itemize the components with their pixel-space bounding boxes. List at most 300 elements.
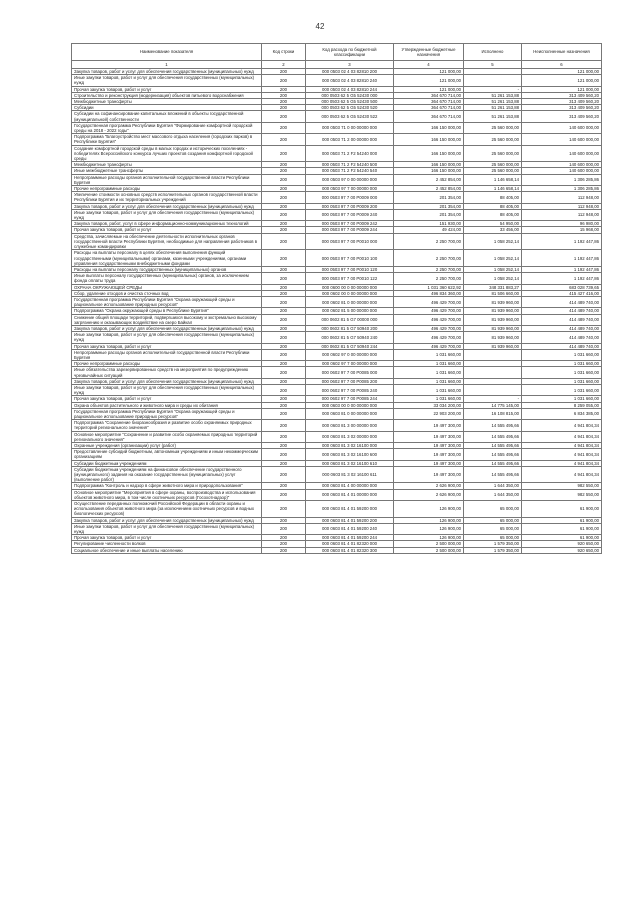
- kbk-cell: 000 0603 81 3 02 16100 610: [306, 460, 394, 466]
- executed-cell: 16 108 815,00: [464, 408, 522, 419]
- kbk-cell: 000 0602 81 5 G7 50940 244: [306, 343, 394, 349]
- row-name-cell: Основное мероприятие "Мероприятия в сфере охраны, воспроизводства и использования объектов животного мира, в том числе охотничьих ресурсов (Госохотнадзор)": [72, 489, 262, 500]
- kbk-cell: 000 0602 81 5 G7 50940 240: [306, 332, 394, 343]
- remaining-cell: 121 000,00: [522, 86, 602, 92]
- executed-cell: 25 560 000,00: [464, 162, 522, 168]
- kbk-cell: 000 0503 97 0 00 00000 000: [306, 174, 394, 185]
- executed-cell: 65 000,00: [464, 517, 522, 523]
- remaining-cell: 982 550,00: [522, 489, 602, 500]
- executed-cell: 25 560 000,00: [464, 145, 522, 162]
- line-code-cell: 200: [262, 489, 306, 500]
- row-name-cell: Подпрограмма "Охрана окружающей среды в Республике Бурятия": [72, 308, 262, 314]
- line-code-cell: 200: [262, 75, 306, 86]
- approved-cell: 1 031 660,00: [394, 378, 464, 384]
- remaining-cell: 1 306 285,86: [522, 174, 602, 185]
- executed-cell: 81 939 960,00: [464, 308, 522, 314]
- remaining-cell: 15 968,00: [522, 227, 602, 233]
- approved-cell: 166 150 000,00: [394, 122, 464, 133]
- kbk-cell: 000 0603 81 3 02 16100 611: [306, 466, 394, 483]
- row-name-cell: Субсидии бюджетным учреждениям на финансовое обеспечение государственного (муниципального) задания на оказание государственных (муниципальных) услуг (выполнение работ): [72, 466, 262, 483]
- executed-cell: 1 146 658,14: [464, 186, 522, 192]
- approved-cell: 2 250 700,00: [394, 273, 464, 284]
- remaining-cell: 96 980,00: [522, 221, 602, 227]
- kbk-cell: 000 0603 81 3 02 00000 000: [306, 431, 394, 442]
- remaining-cell: 313 409 560,20: [522, 99, 602, 105]
- approved-cell: 2 452 854,00: [394, 174, 464, 185]
- remaining-cell: 1 192 447,86: [522, 250, 602, 267]
- remaining-cell: 4 941 804,34: [522, 460, 602, 466]
- executed-cell: 81 939 960,00: [464, 296, 522, 307]
- row-name-cell: Охрана объектов растительного и животного мира и среды их обитания: [72, 402, 262, 408]
- kbk-cell: 000 0503 97 7 00 Р0010 100: [306, 250, 394, 267]
- line-code-cell: 200: [262, 162, 306, 168]
- remaining-cell: 140 600 000,00: [522, 145, 602, 162]
- column-number: 1: [72, 61, 262, 69]
- approved-cell: 121 000,00: [394, 75, 464, 86]
- table-row: [72, 233, 602, 250]
- approved-cell: 19 497 300,00: [394, 466, 464, 483]
- remaining-cell: 112 948,00: [522, 192, 602, 203]
- kbk-cell: 000 0603 81 4 00 00000 000: [306, 483, 394, 489]
- remaining-cell: 112 948,00: [522, 209, 602, 220]
- executed-cell: 25 560 000,00: [464, 134, 522, 145]
- line-code-cell: 200: [262, 517, 306, 523]
- table-row: [72, 145, 602, 162]
- table-row: [72, 122, 602, 133]
- row-name-cell: Иные закупки товаров, работ и услуг для обеспечения государственных (муниципальных) нужд: [72, 384, 262, 395]
- line-code-cell: 200: [262, 314, 306, 325]
- line-code-cell: 200: [262, 145, 306, 162]
- remaining-cell: 4 941 804,34: [522, 443, 602, 449]
- line-code-cell: 200: [262, 296, 306, 307]
- remaining-cell: 61 900,00: [522, 535, 602, 541]
- kbk-cell: 000 0603 81 0 00 00000 000: [306, 408, 394, 419]
- approved-cell: 1 031 660,00: [394, 349, 464, 360]
- approved-cell: 121 000,00: [394, 86, 464, 92]
- table-row: [72, 384, 602, 395]
- remaining-cell: 140 600 000,00: [522, 162, 602, 168]
- row-name-cell: Закупка товаров, работ и услуг для обеспечения государственных (муниципальных) нужд: [72, 325, 262, 331]
- row-name-cell: Государственная программа Республики Бурятия "Охрана окружающей среды и рациональное использование природных ресурсов": [72, 408, 262, 419]
- remaining-cell: 1 031 660,00: [522, 384, 602, 395]
- kbk-cell: 000 0603 00 0 00 00000 000: [306, 402, 394, 408]
- row-name-cell: ОХРАНА ОКРУЖАЮЩЕЙ СРЕДЫ: [72, 284, 262, 290]
- executed-cell: 14 775 145,00: [464, 402, 522, 408]
- column-number: 2: [262, 61, 306, 69]
- header-kbk: Код расхода по бюджетной классификации: [306, 44, 394, 61]
- table-row: [72, 273, 602, 284]
- approved-cell: 496 429 700,00: [394, 332, 464, 343]
- row-name-cell: Подпрограмма "Сохранение биоразнообразия и развитие особо охраняемых природных территорий регионального значения": [72, 420, 262, 431]
- line-code-cell: 200: [262, 523, 306, 534]
- executed-cell: 88 405,00: [464, 209, 522, 220]
- kbk-cell: 000 0503 97 7 00 Р0009 244: [306, 227, 394, 233]
- kbk-cell: 000 0603 81 4 01 82320 300: [306, 547, 394, 553]
- kbk-cell: 000 0503 02 4 03 82810 240: [306, 75, 394, 86]
- executed-cell: 81 939 960,00: [464, 325, 522, 331]
- column-number: 3: [306, 61, 394, 69]
- line-code-cell: 200: [262, 86, 306, 92]
- kbk-cell: 000 0503 97 7 00 Р0010 120: [306, 266, 394, 272]
- approved-cell: 364 670 714,00: [394, 99, 464, 105]
- executed-cell: 14 555 495,66: [464, 449, 522, 460]
- row-name-cell: Прочие непрограммные расходы: [72, 186, 262, 192]
- row-name-cell: Прочая закупка товаров, работ и услуг: [72, 535, 262, 541]
- line-code-cell: 200: [262, 431, 306, 442]
- kbk-cell: 000 0603 81 3 02 16100 600: [306, 449, 394, 460]
- kbk-cell: 000 0503 71 2 F2 54240 540: [306, 168, 394, 174]
- row-name-cell: Строительство и реконструкция (модернизация) объектов питьевого водоснабжения: [72, 92, 262, 98]
- executed-cell: 51 261 153,88: [464, 99, 522, 105]
- table-row: [72, 250, 602, 267]
- kbk-cell: 000 0503 97 7 00 00000 000: [306, 186, 394, 192]
- kbk-cell: 000 0603 81 4 01 82320 000: [306, 541, 394, 547]
- table-row: [72, 501, 602, 518]
- column-number: 6: [522, 61, 602, 69]
- row-name-cell: Создание комфортной городской среды в малых городах и исторических поселениях - победителях Всероссийского конкурса лучших проектов создания комфортной городской среды: [72, 145, 262, 162]
- line-code-cell: 200: [262, 349, 306, 360]
- row-name-cell: Сбор, удаление отходов и очистка сточных вод: [72, 290, 262, 296]
- approved-cell: 166 150 000,00: [394, 134, 464, 145]
- remaining-cell: 414 489 740,00: [522, 343, 602, 349]
- remaining-cell: 414 489 740,00: [522, 296, 602, 307]
- executed-cell: 33 456,00: [464, 227, 522, 233]
- approved-cell: 126 900,00: [394, 517, 464, 523]
- line-code-cell: 200: [262, 501, 306, 518]
- row-name-cell: Увеличение стоимости основных средств исполнительных органов государственной власти Республики Бурятия и их территориальных учреждений: [72, 192, 262, 203]
- header-row: [72, 44, 602, 61]
- kbk-cell: 000 0503 02 4 03 82810 244: [306, 86, 394, 92]
- approved-cell: 201 354,00: [394, 203, 464, 209]
- approved-cell: 126 900,00: [394, 535, 464, 541]
- executed-cell: 65 000,00: [464, 535, 522, 541]
- line-code-cell: 200: [262, 111, 306, 122]
- executed-cell: 1 058 252,14: [464, 250, 522, 267]
- approved-cell: 2 500 000,00: [394, 547, 464, 553]
- executed-cell: 81 939 960,00: [464, 332, 522, 343]
- table-row: [72, 449, 602, 460]
- remaining-cell: 140 600 000,00: [522, 134, 602, 145]
- approved-cell: 496 429 700,00: [394, 343, 464, 349]
- row-name-cell: Субсидии на софинансирование капитальных вложений в объекты государственной (муниципальной) собственности: [72, 111, 262, 122]
- remaining-cell: 121 000,00: [522, 69, 602, 75]
- remaining-cell: 1 192 447,86: [522, 273, 602, 284]
- header-line-code: Код строки: [262, 44, 306, 61]
- row-name-cell: Субсидии: [72, 105, 262, 111]
- row-name-cell: Закупка товаров, работ и услуг для обеспечения государственных (муниципальных) нужд: [72, 517, 262, 523]
- kbk-cell: 000 0602 97 7 00 Р0085 000: [306, 367, 394, 378]
- row-name-cell: Межбюджетные трансферты: [72, 162, 262, 168]
- remaining-cell: 112 948,00: [522, 203, 602, 209]
- row-name-cell: Иные закупки товаров, работ и услуг для обеспечения государственных (муниципальных) нужд: [72, 209, 262, 220]
- line-code-cell: 200: [262, 233, 306, 250]
- remaining-cell: 1 031 660,00: [522, 367, 602, 378]
- approved-cell: 166 150 000,00: [394, 168, 464, 174]
- executed-cell: 1 579 350,00: [464, 541, 522, 547]
- kbk-cell: 000 0503 71 2 F2 54240 500: [306, 162, 394, 168]
- kbk-cell: 000 0503 97 7 00 Р0009 242: [306, 221, 394, 227]
- remaining-cell: 982 550,00: [522, 483, 602, 489]
- kbk-cell: 000 0602 81 5 G7 50940 200: [306, 325, 394, 331]
- row-name-cell: Иные выплаты персоналу государственных (муниципальных) органов, за исключением фонда оплаты труда: [72, 273, 262, 284]
- line-code-cell: 200: [262, 402, 306, 408]
- row-name-cell: Прочие непрограммные расходы: [72, 361, 262, 367]
- line-code-cell: 200: [262, 466, 306, 483]
- line-code-cell: 200: [262, 332, 306, 343]
- row-name-cell: Иные закупки товаров, работ и услуг для обеспечения государственных (муниципальных) нужд: [72, 332, 262, 343]
- header-name: Наименование показателя: [72, 44, 262, 61]
- row-name-cell: Предоставление субсидий бюджетным, автономным учреждениям и иным некоммерческим организациям: [72, 449, 262, 460]
- approved-cell: 49 424,00: [394, 227, 464, 233]
- row-name-cell: Социальное обеспечение и иные выплаты населению: [72, 547, 262, 553]
- executed-cell: [464, 367, 522, 378]
- row-name-cell: Иные закупки товаров, работ и услуг для обеспечения государственных (муниципальных) нужд: [72, 523, 262, 534]
- line-code-cell: 200: [262, 325, 306, 331]
- remaining-cell: 4 941 804,34: [522, 420, 602, 431]
- approved-cell: 201 354,00: [394, 192, 464, 203]
- approved-cell: 201 354,00: [394, 209, 464, 220]
- row-name-cell: Расходы на выплаты персоналу государственных (муниципальных) органов: [72, 266, 262, 272]
- kbk-cell: 000 0603 81 4 01 00000 000: [306, 489, 394, 500]
- executed-cell: 51 261 153,88: [464, 111, 522, 122]
- approved-cell: 496 834 360,00: [394, 290, 464, 296]
- remaining-cell: 313 409 560,20: [522, 105, 602, 111]
- row-name-cell: Закупка товаров, работ, услуг в сфере информационно-коммуникационных технологий: [72, 221, 262, 227]
- line-code-cell: 200: [262, 99, 306, 105]
- approved-cell: 166 150 000,00: [394, 162, 464, 168]
- row-name-cell: Межбюджетные трансферты: [72, 99, 262, 105]
- table-row: [72, 209, 602, 220]
- remaining-cell: 4 941 804,34: [522, 431, 602, 442]
- executed-cell: 14 555 495,66: [464, 443, 522, 449]
- executed-cell: 1 146 658,14: [464, 174, 522, 185]
- executed-cell: 81 939 960,00: [464, 343, 522, 349]
- executed-cell: [464, 349, 522, 360]
- kbk-cell: 000 0503 97 7 00 Р0010 122: [306, 273, 394, 284]
- line-code-cell: 200: [262, 174, 306, 185]
- row-name-cell: Закупка товаров, работ и услуг для обеспечения государственных (муниципальных) нужд: [72, 69, 262, 75]
- line-code-cell: 200: [262, 192, 306, 203]
- line-code-cell: 200: [262, 203, 306, 209]
- approved-cell: 166 150 000,00: [394, 145, 464, 162]
- row-name-cell: Закупка товаров, работ и услуг для обеспечения государственных (муниципальных) нужд: [72, 378, 262, 384]
- approved-cell: 496 429 700,00: [394, 296, 464, 307]
- approved-cell: 1 031 660,00: [394, 384, 464, 395]
- row-name-cell: Субсидии бюджетным учреждениям: [72, 460, 262, 466]
- table-row: [72, 523, 602, 534]
- row-name-cell: Непрограммные расходы органов исполнительной государственной власти Республики Бурятия: [72, 349, 262, 360]
- executed-cell: 25 560 000,00: [464, 122, 522, 133]
- executed-cell: 81 939 960,00: [464, 314, 522, 325]
- executed-cell: -: [464, 396, 522, 402]
- kbk-cell: 000 0602 81 5 G7 00000 000: [306, 314, 394, 325]
- kbk-cell: 000 0503 62 5 G5 52430 522: [306, 111, 394, 122]
- approved-cell: 19 497 300,00: [394, 431, 464, 442]
- executed-cell: 65 000,00: [464, 523, 522, 534]
- remaining-cell: 1 031 660,00: [522, 378, 602, 384]
- table-row: [72, 466, 602, 483]
- table-row: [72, 420, 602, 431]
- approved-cell: 496 429 700,00: [394, 325, 464, 331]
- approved-cell: 2 452 854,00: [394, 186, 464, 192]
- executed-cell: 14 555 495,66: [464, 466, 522, 483]
- line-code-cell: 200: [262, 186, 306, 192]
- kbk-cell: 000 0602 81 5 00 00000 000: [306, 308, 394, 314]
- executed-cell: 1 058 252,14: [464, 266, 522, 272]
- remaining-cell: 414 489 740,00: [522, 308, 602, 314]
- approved-cell: 1 031 660,00: [394, 367, 464, 378]
- line-code-cell: 200: [262, 134, 306, 145]
- executed-cell: 14 555 495,66: [464, 431, 522, 442]
- approved-cell: 19 497 300,00: [394, 420, 464, 431]
- approved-cell: 364 670 714,00: [394, 92, 464, 98]
- line-code-cell: 200: [262, 284, 306, 290]
- row-name-cell: Непрограммные расходы органов исполнительной государственной власти Республики Бурятия: [72, 174, 262, 185]
- kbk-cell: 000 0603 81 3 00 00000 000: [306, 420, 394, 431]
- line-code-cell: 200: [262, 308, 306, 314]
- approved-cell: 19 497 300,00: [394, 449, 464, 460]
- kbk-cell: 000 0503 62 5 G5 52430 520: [306, 105, 394, 111]
- kbk-cell: 000 0503 02 4 03 82810 200: [306, 69, 394, 75]
- kbk-cell: 000 0602 97 0 00 00000 000: [306, 349, 394, 360]
- table-row: [72, 111, 602, 122]
- line-code-cell: 200: [262, 541, 306, 547]
- remaining-cell: 414 489 740,00: [522, 325, 602, 331]
- table-row: [72, 314, 602, 325]
- approved-cell: 126 900,00: [394, 523, 464, 534]
- table-row: [72, 134, 602, 145]
- kbk-cell: 000 0503 97 7 00 Р0009 240: [306, 209, 394, 220]
- line-code-cell: 200: [262, 384, 306, 395]
- approved-cell: 2 500 000,00: [394, 541, 464, 547]
- executed-cell: 54 950,00: [464, 221, 522, 227]
- approved-cell: 2 250 700,00: [394, 266, 464, 272]
- table-row: [72, 547, 602, 553]
- remaining-cell: 1 192 447,86: [522, 233, 602, 250]
- executed-cell: 51 261 153,88: [464, 92, 522, 98]
- row-name-cell: Государственная программа Республики Бурятия "Формирование комфортной городской среды на 2018 - 2022 годы": [72, 122, 262, 133]
- table-row: [72, 489, 602, 500]
- row-name-cell: Средства, зачисляемые на обеспечение деятельности исполнительных органов государственной власти Республики Бурятия, необходимые для направления работников в служебные командировки: [72, 233, 262, 250]
- executed-cell: 25 560 000,00: [464, 168, 522, 174]
- line-code-cell: 200: [262, 408, 306, 419]
- executed-cell: 81 506 660,00: [464, 290, 522, 296]
- line-code-cell: 200: [262, 443, 306, 449]
- line-code-cell: 200: [262, 122, 306, 133]
- approved-cell: 126 900,00: [394, 501, 464, 518]
- remaining-cell: 920 650,00: [522, 541, 602, 547]
- executed-cell: 14 555 495,66: [464, 420, 522, 431]
- kbk-cell: 000 0602 00 0 00 00000 000: [306, 290, 394, 296]
- row-name-cell: Прочая закупка товаров, работ и услуг: [72, 343, 262, 349]
- column-number-row: [72, 61, 602, 69]
- line-code-cell: 200: [262, 273, 306, 284]
- executed-cell: 1 058 252,14: [464, 233, 522, 250]
- row-name-cell: Закупка товаров, работ и услуг для обеспечения государственных (муниципальных) нужд: [72, 203, 262, 209]
- approved-cell: 151 930,00: [394, 221, 464, 227]
- header-approved: Утвержденные бюджетные назначения: [394, 44, 464, 61]
- executed-cell: 1 644 350,00: [464, 483, 522, 489]
- line-code-cell: 200: [262, 92, 306, 98]
- approved-cell: 1 031 660,00: [394, 361, 464, 367]
- approved-cell: 364 670 714,00: [394, 105, 464, 111]
- remaining-cell: 683 028 739,65: [522, 284, 602, 290]
- executed-cell: 1 644 350,00: [464, 489, 522, 500]
- remaining-cell: 140 600 000,00: [522, 168, 602, 174]
- row-name-cell: Иные обязательства зарезервированных средств на мероприятия по предупреждению чрезвычайных ситуаций: [72, 367, 262, 378]
- kbk-cell: 000 0503 71 2 00 00000 000: [306, 134, 394, 145]
- table-row: [72, 174, 602, 185]
- executed-cell: 348 331 883,27: [464, 284, 522, 290]
- remaining-cell: 140 600 000,00: [522, 122, 602, 133]
- approved-cell: 33 034 200,00: [394, 402, 464, 408]
- kbk-cell: 000 0602 97 7 00 Р0085 200: [306, 378, 394, 384]
- remaining-cell: 414 489 740,00: [522, 332, 602, 343]
- remaining-cell: 1 306 285,86: [522, 186, 602, 192]
- kbk-cell: 000 0603 81 4 01 59200 200: [306, 517, 394, 523]
- kbk-cell: 000 0503 71 0 00 00000 000: [306, 122, 394, 133]
- table-row: [72, 75, 602, 86]
- approved-cell: 19 497 300,00: [394, 460, 464, 466]
- kbk-cell: 000 0600 00 0 00 00000 000: [306, 284, 394, 290]
- remaining-cell: 414 489 740,00: [522, 314, 602, 325]
- page-number: 42: [315, 22, 325, 31]
- remaining-cell: 4 941 804,34: [522, 466, 602, 483]
- approved-cell: 496 429 700,00: [394, 314, 464, 325]
- approved-cell: 1 031 360 622,92: [394, 284, 464, 290]
- approved-cell: 2 626 900,00: [394, 483, 464, 489]
- line-code-cell: 200: [262, 221, 306, 227]
- executed-cell: 88 405,00: [464, 192, 522, 203]
- kbk-cell: 000 0503 62 5 G5 52430 000: [306, 92, 394, 98]
- header-remaining: Неисполненные назначения: [522, 44, 602, 61]
- executed-cell: 65 000,00: [464, 501, 522, 518]
- remaining-cell: 1 031 660,00: [522, 396, 602, 402]
- remaining-cell: 415 427 416,00: [522, 290, 602, 296]
- row-name-cell: Иные межбюджетные трансферты: [72, 168, 262, 174]
- remaining-cell: 8 259 055,00: [522, 402, 602, 408]
- row-name-cell: Прочая закупка товаров, работ и услуг: [72, 396, 262, 402]
- header-executed: Исполнено: [464, 44, 522, 61]
- row-name-cell: Регулирование численности волков: [72, 541, 262, 547]
- remaining-cell: 61 900,00: [522, 523, 602, 534]
- row-name-cell: Основное мероприятие "Сохранение и развитие особо охраняемых природных территорий регионального значения": [72, 431, 262, 442]
- kbk-cell: 000 0503 97 7 00 Р0010 000: [306, 233, 394, 250]
- approved-cell: 364 670 714,00: [394, 111, 464, 122]
- line-code-cell: 200: [262, 367, 306, 378]
- line-code-cell: 200: [262, 227, 306, 233]
- table-row: [72, 349, 602, 360]
- line-code-cell: 200: [262, 396, 306, 402]
- remaining-cell: 920 650,00: [522, 547, 602, 553]
- kbk-cell: 000 0603 81 3 02 16100 000: [306, 443, 394, 449]
- kbk-cell: 000 0603 81 4 01 59200 000: [306, 501, 394, 518]
- line-code-cell: 200: [262, 105, 306, 111]
- kbk-cell: 000 0503 62 5 G5 52430 500: [306, 99, 394, 105]
- row-name-cell: Осуществление переданных полномочий Российской Федерации в области охраны и использования объектов животного мира (за исключением охотничьих ресурсов и водных биологических ресурсов): [72, 501, 262, 518]
- approved-cell: 121 000,00: [394, 69, 464, 75]
- kbk-cell: 000 0602 81 0 00 00000 000: [306, 296, 394, 307]
- remaining-cell: 313 409 560,20: [522, 111, 602, 122]
- row-name-cell: Снижение общей площади территорий, подвергшихся высокому и экстремально высокому загрязнению и оказывающих воздействие на озеро Байкал: [72, 314, 262, 325]
- line-code-cell: 200: [262, 290, 306, 296]
- executed-cell: [464, 75, 522, 86]
- row-name-cell: Иные закупки товаров, работ и услуг для обеспечения государственных (муниципальных) нужд: [72, 75, 262, 86]
- line-code-cell: 200: [262, 535, 306, 541]
- executed-cell: 88 405,00: [464, 203, 522, 209]
- kbk-cell: 000 0503 97 7 00 Р0009 000: [306, 192, 394, 203]
- line-code-cell: 200: [262, 209, 306, 220]
